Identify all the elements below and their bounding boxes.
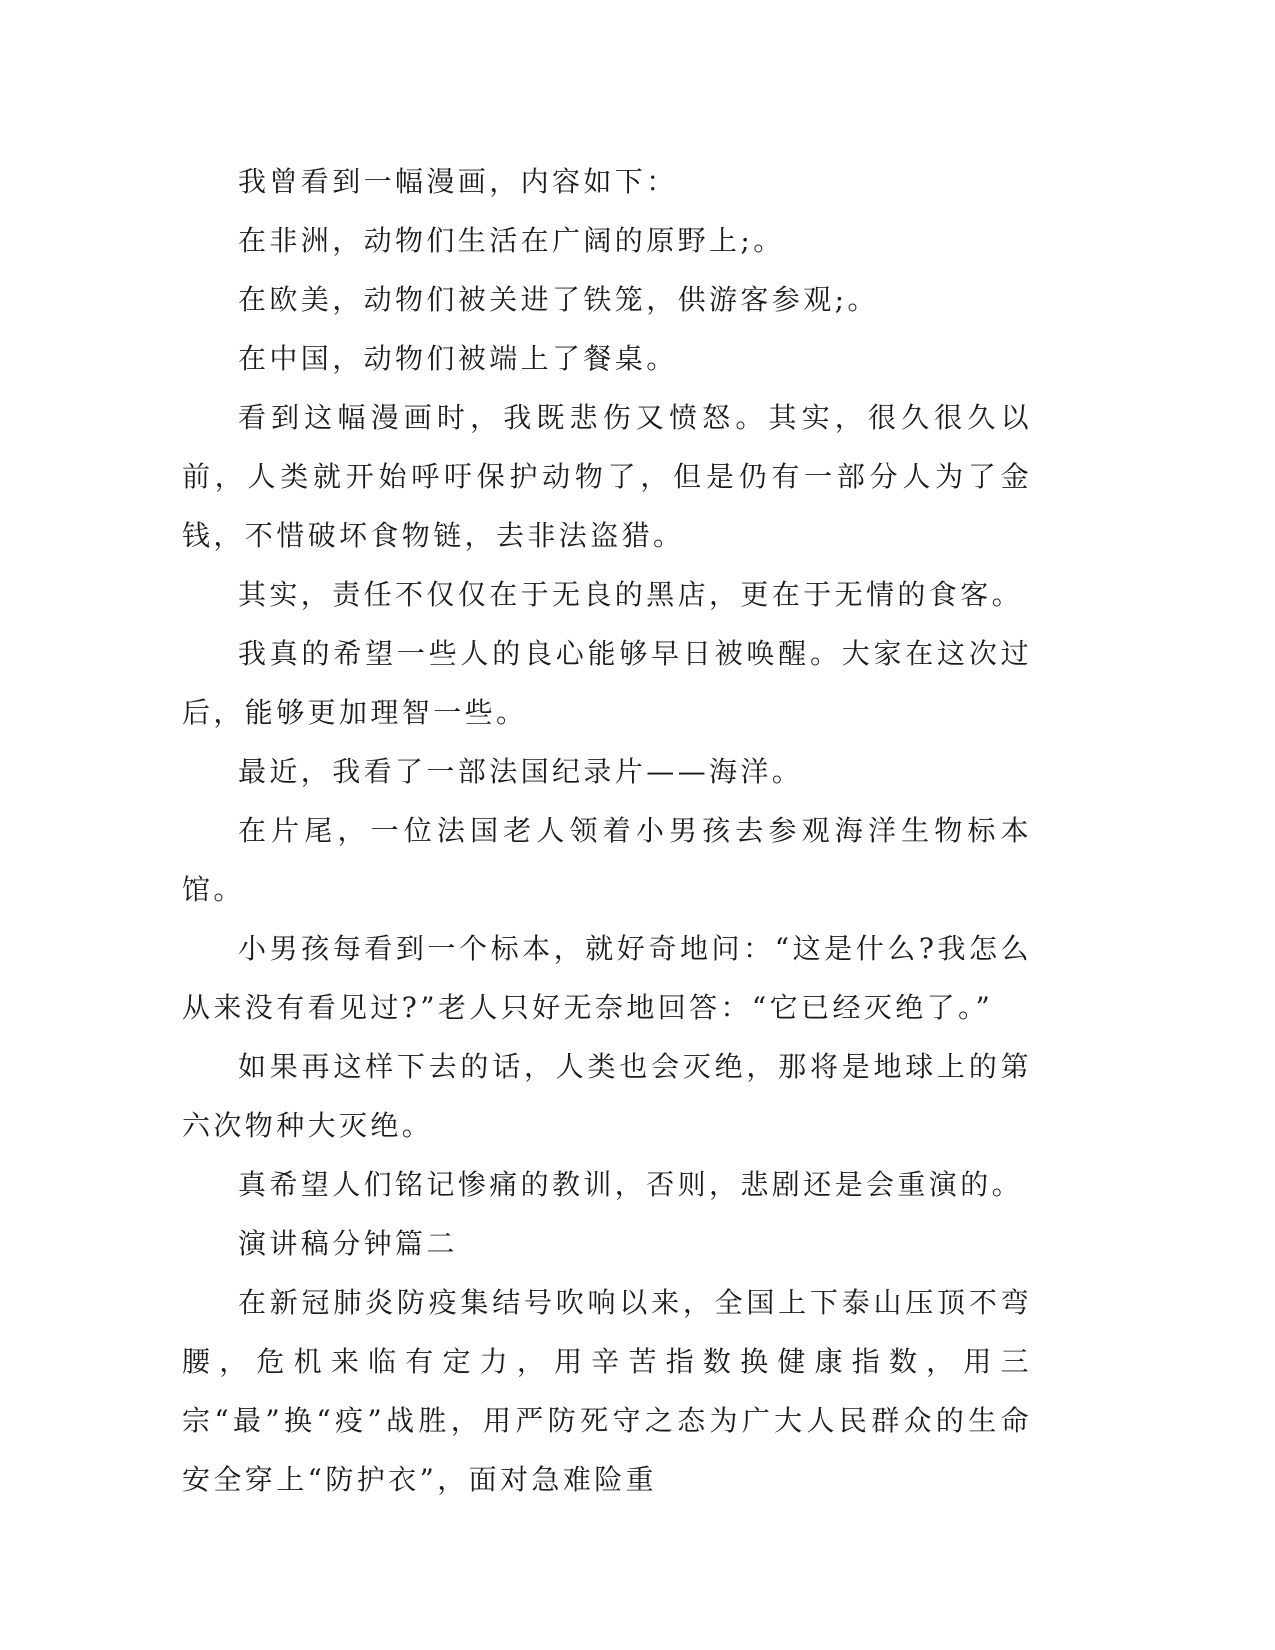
paragraph-4: 在中国，动物们被端上了餐桌。: [238, 342, 678, 375]
paragraph-2: 在非洲，动物们生活在广阔的原野上;。: [238, 224, 785, 257]
section-heading: 演讲稿分钟篇二: [238, 1227, 458, 1260]
paragraph-10: 小男孩每看到一个标本，就好奇地问：“这是什么?我怎么从来没有看见过?”老人只好无奈地回答：“它已经灭绝了。”: [182, 932, 1032, 1024]
paragraph-6: 其实，责任不仅仅在于无良的黑店，更在于无情的食客。: [238, 578, 1024, 611]
paragraph-3: 在欧美，动物们被关进了铁笼，供游客参观;。: [238, 283, 879, 316]
paragraph-11: 如果再这样下去的话，人类也会灭绝，那将是地球上的第六次物种大灭绝。: [182, 1050, 1032, 1142]
paragraph-12: 真希望人们铭记惨痛的教训，否则，悲剧还是会重演的。: [238, 1168, 1024, 1201]
paragraph-7: 我真的希望一些人的良心能够早日被唤醒。大家在这次过后，能够更加理智一些。: [182, 637, 1032, 729]
paragraph-9: 在片尾，一位法国老人领着小男孩去参观海洋生物标本馆。: [182, 814, 1032, 906]
document-page: [182, 152, 1032, 1509]
paragraph-13: 在新冠肺炎防疫集结号吹响以来，全国上下泰山压顶不弯腰，危机来临有定力，用辛苦指数换健康指数，用三宗“最”换“疫”战胜，用严防死守之态为广大人民群众的生命安全穿上“防护衣”，面对急难险重: [182, 1286, 1032, 1496]
paragraph-8: 最近，我看了一部法国纪录片——海洋。: [238, 755, 804, 788]
paragraph-1: 我曾看到一幅漫画，内容如下：: [238, 165, 678, 198]
paragraph-5: 看到这幅漫画时，我既悲伤又愤怒。其实，很久很久以前，人类就开始呼吁保护动物了，但是仍有一部分人为了金钱，不惜破坏食物链，去非法盗猎。: [182, 401, 1032, 552]
